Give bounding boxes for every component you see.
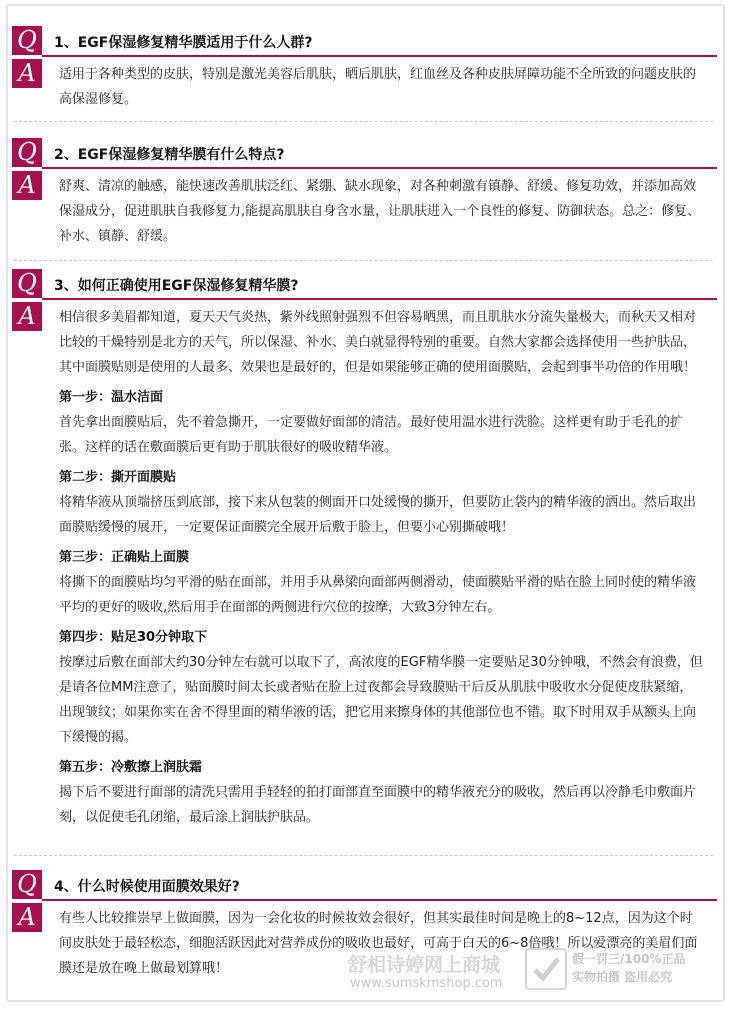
question-title: 3、如何正确使用EGF保湿修复精华膜? (54, 278, 299, 294)
answer-intro: 相信很多美眉都知道，夏天天气炎热，紫外线照射强烈不但容易晒黑，而且肌肤水分流失量极大，而秋天又相对比较的干燥特别是北方的天气，所以保湿、补水、美白就显得特别的重要。自然大家都会选择使用一些护肤品，其中面膜贴则是使用的人最多、效果也是最好的，但是如果能够正确的使用面膜贴，会起到事半功倍的作用哦！ (59, 310, 697, 375)
section-divider (14, 855, 713, 856)
question-row (12, 138, 717, 169)
step-title: 第三步：正确贴上面膜 (59, 550, 190, 565)
a-badge: A (12, 59, 42, 88)
step-title: 第五步：冷敷擦上润肤霜 (59, 760, 203, 775)
step-text: 按摩过后敷在面部大约30分钟左右就可以取下了，高浓度的EGF精华膜一定要贴足30分钟哦，不然会有浪费，但是请各位MM注意了，贴面膜时间太长或者贴在脸上过夜都会导致膜贴干后反从肌肤中吸收水分促使皮肤紧缩，出现皱纹；如果你实在舍不得里面的精华液的话，把它用来擦身体的其他部位也不错。取下时用双手从额头上向下缓慢的揭。 (59, 655, 703, 745)
step-title: 第一步：温水洁面 (59, 390, 164, 405)
a-badge: A (12, 302, 42, 331)
question-row (12, 269, 717, 300)
answer-body (12, 57, 717, 112)
answer-row (12, 169, 717, 249)
step-text: 将精华液从顶端挤压到底部，接下来从包装的侧面开口处缓慢的撕开，但要防止袋内的精华液的洒出。然后取出面膜贴缓慢的展开，一定要保证面膜完全展开后敷于脸上，但要小心别撕破哦！ (59, 495, 697, 535)
answer-row (12, 57, 717, 112)
qa-section-3 (12, 269, 717, 830)
a-badge: A (12, 171, 42, 200)
answer-body (12, 169, 717, 249)
answer-paragraph: 适用于各种类型的皮肤，特别是激光美容后肌肤，晒后肌肤，红血丝及各种皮肤屏障功能不全所致的问题皮肤的高保湿修复。 (59, 67, 697, 107)
qa-section-2 (12, 138, 717, 249)
section-divider (14, 121, 713, 122)
answer-row (12, 300, 717, 830)
answer-body (12, 300, 717, 830)
watermark-guarantee (572, 950, 685, 986)
q-badge: Q (12, 138, 42, 167)
answer-paragraph: 有些人比较推崇早上做面膜，因为一会化妆的时候妆效会很好，但其实最佳时间是晚上的8~12点，因为这个时间皮肤处于最轻松态，细胞活跃因此对营养成份的吸收也最好，可高于白天的6~8倍哦！所以爱漂亮的美眉们面膜还是放在晚上做最划算哦！ (59, 911, 698, 976)
watermark-store-url: www.sumskmshop.com (350, 976, 503, 991)
watermark-guarantee-line1: 假一罚三/100%正品 (572, 952, 686, 966)
step-title: 第四步：贴足30分钟取下 (59, 630, 208, 645)
q-badge: Q (12, 26, 42, 55)
step-text: 首先拿出面膜贴后，先不着急撕开，一定要做好面部的清洁。最好使用温水进行洗脸。这样更有助于毛孔的扩张。这样的话在敷面膜后更有助于肌肤很好的吸收精华液。 (59, 415, 684, 455)
watermark-store-name: 舒相诗婷网上商城 (348, 954, 501, 976)
q-badge: Q (12, 269, 42, 298)
question-title: 2、EGF保湿修复精华膜有什么特点? (54, 147, 285, 163)
watermark-guarantee-line2: 实物拍摄 盗用必究 (572, 970, 673, 984)
step-title: 第二步：撕开面膜贴 (59, 470, 177, 485)
checkmark-icon (525, 948, 567, 990)
step-text: 揭下后不要进行面部的清洗只需用手轻轻的拍打面部直至面膜中的精华液充分的吸收，然后再以冷静毛巾敷面片刻，以促使毛孔闭缩，最后涂上润肤护肤品。 (59, 785, 697, 825)
answer-paragraph: 舒爽、清凉的触感，能快速改善肌肤泛红、紧绷、缺水现象，对各种刺激有镇静、舒缓、修复功效，并添加高效保湿成分，促进肌肤自我修复力,能提高肌肤自身含水量，让肌肤进入一个良性的修复、防御状态。总之：修复、补水、镇静、舒缓。 (59, 179, 701, 244)
question-row (12, 870, 717, 901)
step-text: 将撕下的面膜贴均匀平滑的贴在面部，并用手从鼻梁向面部两侧滑动，使面膜贴平滑的贴在脸上同时使的精华液平均的更好的吸收,然后用手在面部的两侧进行穴位的按摩，大致3分钟左右。 (59, 575, 697, 615)
question-title: 1、EGF保湿修复精华膜适用于什么人群? (54, 35, 313, 51)
qa-section-1 (12, 26, 717, 112)
a-badge: A (12, 903, 42, 932)
question-row (12, 26, 717, 57)
q-badge: Q (12, 870, 42, 899)
question-title: 4、什么时候使用面膜效果好? (54, 879, 240, 895)
section-divider (14, 260, 713, 261)
